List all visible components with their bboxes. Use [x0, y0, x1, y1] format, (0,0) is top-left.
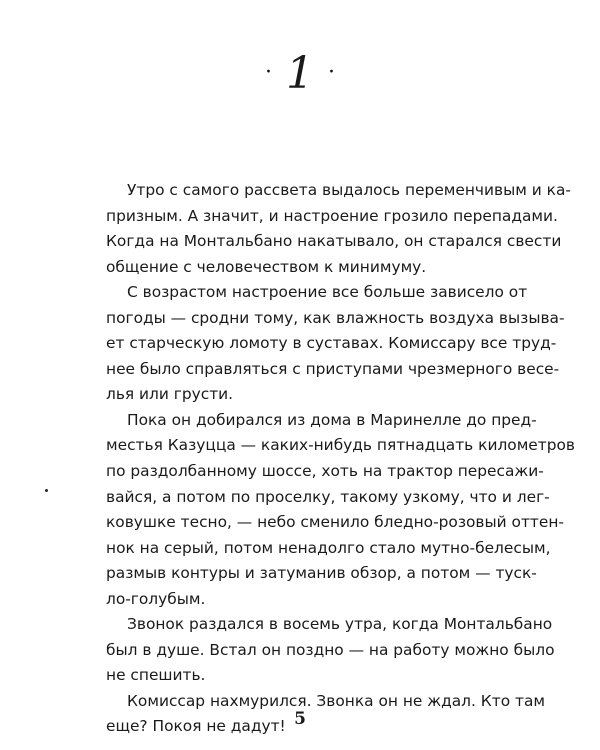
- chapter-dot-left: ·: [265, 59, 272, 85]
- text-line: С возрастом настроение все больше зависело от: [127, 283, 528, 302]
- text-line: по раздолбанному шоссе, хоть на трактор пересажи-: [106, 462, 544, 481]
- text-line: погоды — сродни тому, как влажность воздуха вызыва-: [106, 308, 565, 327]
- text-line: общение с человечеством к минимуму.: [106, 257, 427, 276]
- text-line: Утро с самого рассвета выдалось переменчивым и ка-: [127, 181, 571, 199]
- page-number: 5: [294, 709, 306, 729]
- text-line: лья или грусти.: [106, 385, 234, 404]
- chapter-number: 1: [286, 48, 314, 99]
- text-line: вайся, а потом по проселку, такому узкому, что и лег-: [106, 487, 550, 506]
- text-line: Когда на Монтальбано накатывало, он старался свести: [106, 232, 562, 251]
- text-line: ло-голубым.: [106, 589, 206, 608]
- text-line: призным. А значит, и настроение грозило перепадами.: [106, 206, 558, 225]
- text-line: Комиссар нахмурился. Звонка он не ждал. Кто там: [127, 691, 546, 710]
- text-line: еще? Покоя не дадут!: [106, 717, 286, 736]
- text-line: нее было справляться с приступами чрезмерного весе-: [106, 359, 560, 378]
- chapter-heading: [0, 46, 600, 105]
- text-line: не спешить.: [106, 666, 206, 685]
- text-line: Пока он добирался из дома в Маринелле до пред-: [127, 410, 537, 429]
- text-line: Звонок раздался в восемь утра, когда Монтальбано: [127, 615, 553, 634]
- text-line: был в душе. Встал он поздно — на работу можно было: [106, 640, 555, 659]
- body-text: [106, 178, 576, 740]
- text-line: ет старческую ломоту в суставах. Комиссару все труд-: [106, 334, 557, 353]
- text-line: ковушке тесно, — небо сменило бледно-розовый оттен-: [106, 513, 564, 532]
- print-speck: [45, 489, 48, 492]
- text-line: размыв контуры и затуманив обзор, а потом — туск-: [106, 564, 537, 583]
- chapter-dot-right: ·: [328, 59, 335, 85]
- text-line: нок на серый, потом ненадолго стало мутно-белесым,: [106, 538, 551, 557]
- text-line: местья Казуцца — каких-нибудь пятнадцать километров: [106, 436, 576, 455]
